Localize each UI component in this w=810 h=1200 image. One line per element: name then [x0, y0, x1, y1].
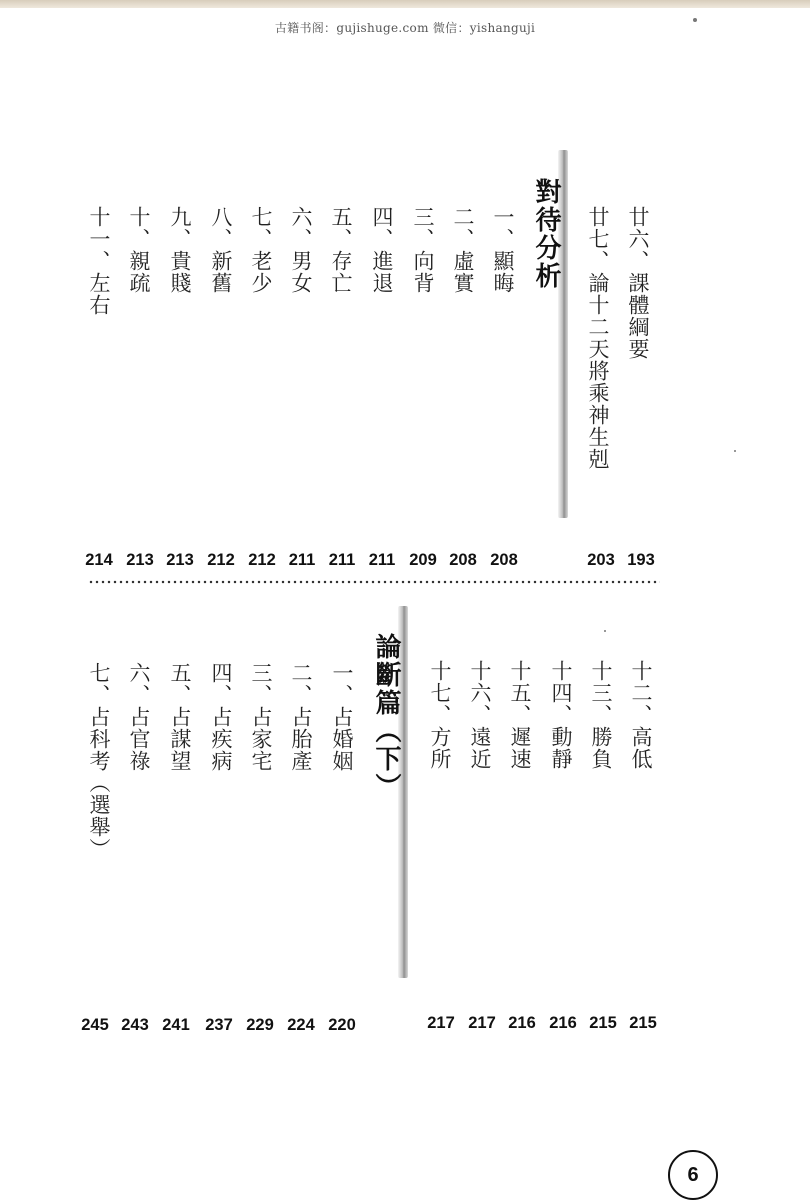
toc-entry[interactable]: 七、老少	[249, 206, 273, 294]
page-ref: 215	[629, 1014, 657, 1032]
toc-entry[interactable]: 六、占官祿	[127, 662, 151, 772]
toc-entry[interactable]: 二、占胎產	[289, 662, 313, 772]
page-ref: 213	[166, 551, 194, 569]
page-ref: 243	[121, 1016, 149, 1034]
page-ref: 216	[549, 1014, 577, 1032]
toc-entry[interactable]: 廿七、論十二天將乘神生剋	[586, 206, 610, 470]
toc-entry[interactable]: 一、顯晦	[491, 206, 515, 294]
page-ref: 215	[589, 1014, 617, 1032]
toc-entry[interactable]: 四、進退	[370, 206, 394, 294]
toc-entry[interactable]: 二、虛實	[451, 206, 475, 294]
page-ref: 211	[328, 551, 356, 569]
page-ref: 213	[126, 551, 154, 569]
toc-entry[interactable]: 三、向背	[411, 206, 435, 294]
toc-entry[interactable]: 四、占疾病	[209, 662, 233, 772]
page-ref: 208	[490, 551, 518, 569]
page-ref: 203	[587, 551, 615, 569]
toc-entry[interactable]: 一、占婚姻	[330, 662, 354, 772]
page-ref: 217	[468, 1014, 496, 1032]
toc-entry[interactable]: 五、存亡	[329, 206, 353, 294]
scan-speck	[693, 18, 697, 22]
toc-entry[interactable]: 六、男女	[289, 206, 313, 294]
page-ref: 245	[81, 1016, 109, 1034]
toc-entry[interactable]: 十四、動靜	[549, 660, 573, 770]
page-ref: 212	[248, 551, 276, 569]
toc-entry[interactable]: 十二、高低	[629, 660, 653, 770]
page-ref: 224	[287, 1016, 315, 1034]
page-ref: 193	[627, 551, 655, 569]
page-ref: 214	[85, 551, 113, 569]
toc-entry[interactable]: 十三、勝負	[589, 660, 613, 770]
page-ref: 241	[162, 1016, 190, 1034]
toc-entry[interactable]: 三、占家宅	[249, 662, 273, 772]
toc-entry[interactable]: 十六、遠近	[468, 660, 492, 770]
toc-entry[interactable]: 十一、左右	[87, 206, 111, 316]
page-number-badge: 6	[668, 1150, 718, 1200]
scan-speck	[734, 450, 736, 452]
toc-entry[interactable]: 九、貴賤	[168, 206, 192, 294]
toc-entry[interactable]: 八、新舊	[209, 206, 233, 294]
toc-entry[interactable]: 廿六、課體綱要	[626, 206, 650, 360]
dotted-separator	[88, 580, 660, 584]
toc-entry[interactable]: 十、親疏	[127, 206, 151, 294]
page-ref: 211	[288, 551, 316, 569]
page-ref: 237	[205, 1016, 233, 1034]
page-ref: 229	[246, 1016, 274, 1034]
toc-entry[interactable]: 五、占謀望	[168, 662, 192, 772]
watermark-text: 古籍书阁：gujishuge.com 微信：yishanguji	[274, 21, 536, 35]
page-ref: 208	[449, 551, 477, 569]
page-ref: 216	[508, 1014, 536, 1032]
page-ref: 217	[427, 1014, 455, 1032]
scan-speck	[604, 630, 606, 632]
page-ref: 211	[368, 551, 396, 569]
page-ref: 220	[328, 1016, 356, 1034]
toc-entry[interactable]: 七、占科考（選舉）	[87, 662, 111, 860]
section-title: 論斷篇（下）	[371, 633, 401, 801]
page-ref: 209	[409, 551, 437, 569]
page-ref: 212	[207, 551, 235, 569]
top-edge-strip	[0, 0, 810, 8]
section-title: 對待分析	[531, 178, 561, 290]
toc-entry[interactable]: 十五、遲速	[508, 660, 532, 770]
toc-entry[interactable]: 十七、方所	[428, 660, 452, 770]
